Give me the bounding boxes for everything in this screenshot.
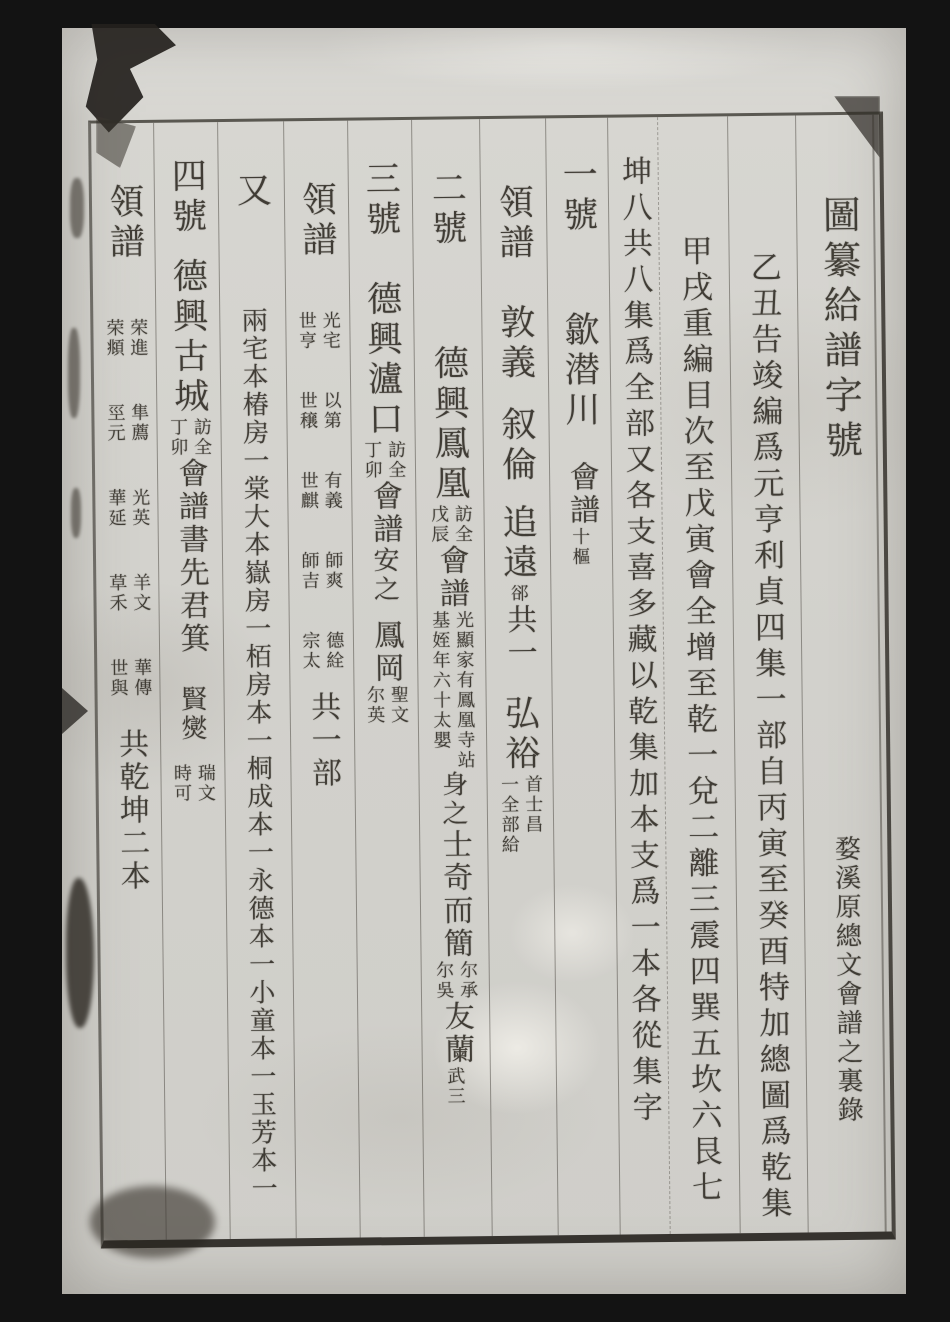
spacer bbox=[320, 591, 321, 631]
spacer bbox=[126, 443, 128, 488]
interlinear-note bbox=[106, 573, 150, 613]
spacer bbox=[127, 528, 129, 573]
spacer bbox=[192, 743, 193, 763]
entry-3-holders bbox=[283, 121, 360, 1239]
note-left: 草禾 bbox=[106, 573, 128, 614]
note-left: 尔吳 bbox=[433, 960, 455, 1001]
interlinear-note bbox=[569, 527, 593, 567]
edge-fragment-mark bbox=[71, 488, 81, 538]
interlinear-note bbox=[105, 488, 149, 528]
note-right: 羊文 bbox=[129, 572, 152, 614]
note-left: 華延 bbox=[105, 488, 127, 529]
edge-fragment-mark bbox=[70, 178, 84, 238]
text-segment: 賢爕 bbox=[176, 685, 208, 744]
text-segment: 安之 bbox=[368, 546, 400, 605]
spacer bbox=[518, 670, 519, 695]
text-segment: 兩宅本椿房一棠大本嶽房一栢房本一桐成本一永德本一小童本一玉芳本一 bbox=[237, 306, 278, 1203]
text-segment: 領譜 bbox=[493, 183, 535, 264]
note-right: 光英 bbox=[129, 487, 151, 529]
note-right: 光宅 bbox=[319, 310, 341, 351]
text-segment: 鳳岡 bbox=[368, 619, 404, 686]
text-segment: 會譜 bbox=[433, 544, 470, 611]
interlinear-note bbox=[428, 504, 472, 544]
text-segment: 身之 bbox=[437, 770, 469, 829]
spacer bbox=[319, 511, 320, 551]
spacer bbox=[580, 431, 581, 461]
interlinear-note bbox=[171, 763, 215, 803]
entry-4-holders bbox=[93, 123, 166, 1241]
text-segment: 士奇 bbox=[436, 828, 473, 895]
interlinear-note bbox=[296, 311, 340, 351]
text-segment: 四號 bbox=[165, 157, 207, 238]
entry-1-holders bbox=[479, 118, 558, 1236]
note-left: 宗太 bbox=[299, 630, 321, 672]
interlinear-note bbox=[361, 440, 405, 480]
text-segment: 敦義 bbox=[494, 303, 536, 384]
text-segment: 共乾坤二本 bbox=[112, 727, 150, 894]
note-left: 一全部給 bbox=[497, 774, 520, 855]
title-column bbox=[795, 115, 892, 1233]
note-right: 荣進 bbox=[127, 317, 149, 359]
entry-3-addendum bbox=[217, 121, 296, 1239]
text-segment: 德興鳳凰 bbox=[428, 344, 470, 505]
text-segment: 追遠 bbox=[496, 503, 538, 584]
spacer bbox=[321, 671, 322, 691]
text-segment: 而簡 bbox=[437, 894, 474, 961]
note-right: 師爽 bbox=[322, 550, 344, 591]
spacer bbox=[124, 263, 126, 318]
note-left: 戊辰 bbox=[427, 504, 450, 545]
interlinear-note bbox=[104, 403, 148, 443]
note-right: 以第 bbox=[320, 390, 342, 431]
note-left: 基姪年六十太嬰 bbox=[429, 610, 452, 751]
interlinear-note bbox=[167, 417, 211, 457]
interlinear-note bbox=[364, 685, 408, 725]
note-right: 有義 bbox=[321, 470, 343, 511]
spacer bbox=[516, 486, 517, 504]
interlinear-note bbox=[299, 551, 343, 591]
text-segment: 婺溪原總文會譜之裏錄 bbox=[830, 834, 864, 1126]
preface-line-2 bbox=[657, 116, 740, 1234]
interlinear-note bbox=[433, 960, 477, 1000]
text-segment: 會譜 bbox=[563, 460, 600, 528]
interlinear-note bbox=[107, 658, 151, 698]
note-right: 郤 bbox=[507, 583, 529, 604]
entry-3 bbox=[347, 120, 424, 1238]
spacer bbox=[447, 249, 449, 344]
text-segment: 領譜 bbox=[103, 182, 145, 264]
note-left: 武三 bbox=[444, 1066, 466, 1107]
spacer bbox=[251, 212, 253, 307]
note-left: 十樞 bbox=[569, 526, 591, 568]
preface-line-1 bbox=[727, 116, 808, 1234]
left-edge-ink-smudge bbox=[66, 878, 94, 1028]
note-left: 時可 bbox=[170, 763, 193, 804]
paper-sheet bbox=[62, 28, 906, 1294]
text-segment: 乙丑告竣編爲元亨利貞四集一部自丙寅至癸酉特加總圖爲乾集 bbox=[744, 250, 792, 1224]
note-left: 巠元 bbox=[104, 403, 126, 444]
spacer bbox=[317, 261, 319, 311]
spacer bbox=[318, 351, 319, 391]
text-segment: 一號 bbox=[556, 155, 598, 237]
spacer bbox=[191, 655, 192, 685]
note-right: 首士昌 bbox=[521, 774, 544, 835]
text-segment: 共一 bbox=[501, 603, 537, 670]
note-right: 德絟 bbox=[323, 630, 345, 671]
interlinear-note bbox=[498, 774, 542, 854]
text-segment: 會譜書先 bbox=[172, 457, 209, 590]
text-segment: 又 bbox=[231, 171, 272, 212]
spacer bbox=[128, 613, 130, 658]
note-left: 世亨 bbox=[295, 310, 318, 352]
note-left: 尔英 bbox=[363, 685, 386, 726]
spacer bbox=[186, 237, 187, 257]
text-segment: 歙潜川 bbox=[558, 310, 601, 432]
interlinear-note bbox=[298, 471, 342, 511]
spacer bbox=[385, 604, 386, 619]
note-right: 瑞文 bbox=[194, 763, 217, 804]
text-segment: 君箕 bbox=[173, 589, 210, 656]
text-segment: 共一部 bbox=[305, 690, 342, 791]
note-left: 師吉 bbox=[298, 550, 320, 592]
text-segment: 德興瀘口 bbox=[361, 280, 404, 441]
left-edge-triangle-mark bbox=[62, 688, 88, 734]
entry-1 bbox=[545, 118, 620, 1236]
text-segment: 友蘭 bbox=[438, 1000, 475, 1067]
note-right: 華傳 bbox=[130, 657, 153, 699]
text-segment: 二號 bbox=[426, 169, 468, 250]
text-segment: 圖纂給譜字號 bbox=[815, 194, 864, 466]
note-right: 光顯家有鳳凰寺站 bbox=[452, 610, 476, 771]
interlinear-note bbox=[444, 1066, 468, 1106]
spacer bbox=[319, 431, 320, 471]
note-right: 聖文 bbox=[387, 684, 410, 726]
note-right: 訪全 bbox=[190, 417, 213, 458]
text-segment: 德興古城 bbox=[167, 257, 209, 418]
note-right: 尔承 bbox=[456, 960, 479, 1001]
spacer bbox=[125, 358, 127, 403]
note-left: 世穣 bbox=[296, 390, 319, 432]
note-right: 訪全 bbox=[451, 504, 474, 545]
spacer bbox=[129, 698, 130, 728]
text-segment: 坤八共八集爲全部又各支喜多藏以乾集加本支爲一本各從集字 bbox=[615, 155, 663, 1128]
entry-4 bbox=[153, 122, 230, 1240]
text-segment: 弘裕 bbox=[499, 694, 540, 775]
spacer bbox=[514, 264, 515, 304]
note-left: 世與 bbox=[107, 658, 129, 699]
interlinear-note bbox=[300, 631, 344, 671]
entry-2 bbox=[411, 119, 492, 1237]
edge-fragment-mark bbox=[68, 328, 80, 418]
interlinear-note bbox=[508, 584, 528, 604]
page-frame bbox=[88, 112, 896, 1249]
note-left: 丁卯 bbox=[361, 440, 383, 481]
note-left: 世麒 bbox=[297, 470, 319, 512]
spacer bbox=[841, 465, 846, 835]
note-right: 訪全 bbox=[384, 439, 407, 481]
note-left: 丁卯 bbox=[166, 417, 189, 458]
text-segment: 叙倫 bbox=[495, 405, 537, 486]
text-segment: 甲戌重編目次至戊寅會全增至乾一兌二離三震四巽五坎六艮七 bbox=[675, 234, 723, 1207]
text-segment: 領譜 bbox=[296, 180, 338, 262]
interlinear-note bbox=[429, 610, 474, 770]
text-segment: 會譜 bbox=[366, 480, 403, 547]
spacer bbox=[577, 236, 579, 311]
interlinear-note bbox=[103, 318, 147, 358]
spacer bbox=[515, 384, 516, 406]
interlinear-note bbox=[297, 391, 341, 431]
note-right: 隼薦 bbox=[128, 402, 150, 444]
spacer bbox=[380, 240, 381, 280]
text-segment: 三號 bbox=[360, 160, 401, 241]
note-left: 荣頫 bbox=[103, 318, 125, 359]
